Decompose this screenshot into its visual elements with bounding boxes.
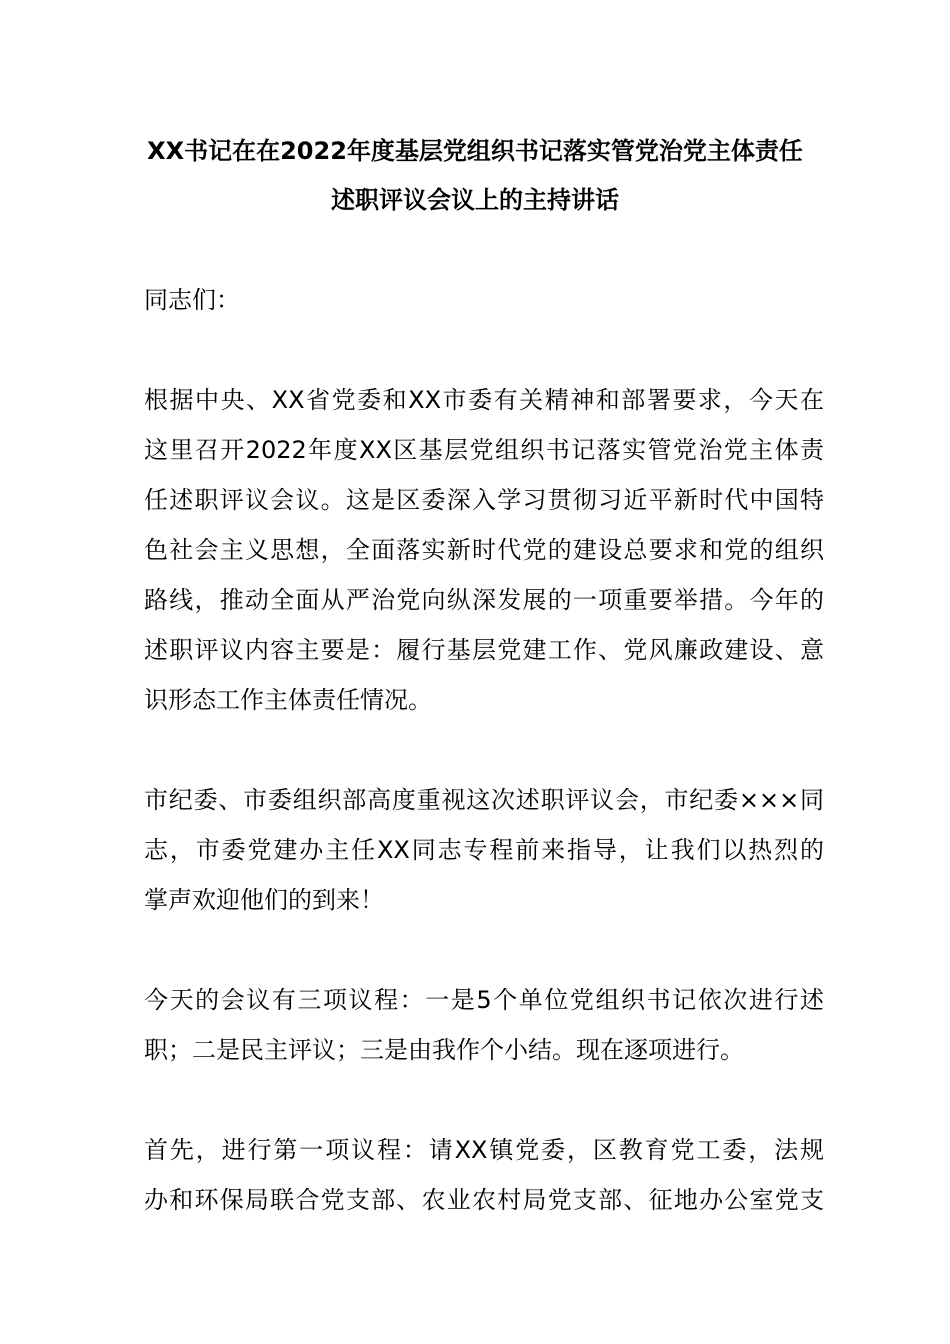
paragraph-line: 首先，进行第一项议程：请XX镇党委，区教育党工委，法规 xyxy=(144,1136,824,1164)
paragraph-line: 志，市委党建办主任XX同志专程前来指导，让我们以热烈的 xyxy=(144,836,824,864)
paragraph-line: 述职评议内容主要是：履行基层党建工作、党风廉政建设、意 xyxy=(144,636,824,664)
paragraph-line: 识形态工作主体责任情况。 xyxy=(144,686,432,714)
paragraph-line: 路线，推动全面从严治党向纵深发展的一项重要举措。今年的 xyxy=(144,586,824,614)
paragraph-line: 这里召开2022年度XX区基层党组织书记落实管党治党主体责 xyxy=(144,436,824,464)
paragraph-line: 办和环保局联合党支部、农业农村局党支部、征地办公室党支 xyxy=(144,1186,824,1214)
paragraph-line: 色社会主义思想，全面落实新时代党的建设总要求和党的组织 xyxy=(144,536,824,564)
paragraph-line: 任述职评议会议。这是区委深入学习贯彻习近平新时代中国特 xyxy=(144,486,824,514)
document-title-line-2: 述职评议会议上的主持讲话 xyxy=(331,186,619,214)
paragraph-line: 职；二是民主评议；三是由我作个小结。现在逐项进行。 xyxy=(144,1036,744,1064)
document-title-line-1: XX书记在在2022年度基层党组织书记落实管党治党主体责任 xyxy=(147,137,803,165)
greeting: 同志们： xyxy=(144,286,240,314)
paragraph-line: 市纪委、市委组织部高度重视这次述职评议会，市纪委×××同 xyxy=(144,786,824,814)
paragraph-line: 根据中央、XX省党委和XX市委有关精神和部署要求，今天在 xyxy=(144,386,824,414)
paragraph-line: 掌声欢迎他们的到来！ xyxy=(144,886,384,914)
paragraph-line: 今天的会议有三项议程：一是5个单位党组织书记依次进行述 xyxy=(144,986,824,1014)
